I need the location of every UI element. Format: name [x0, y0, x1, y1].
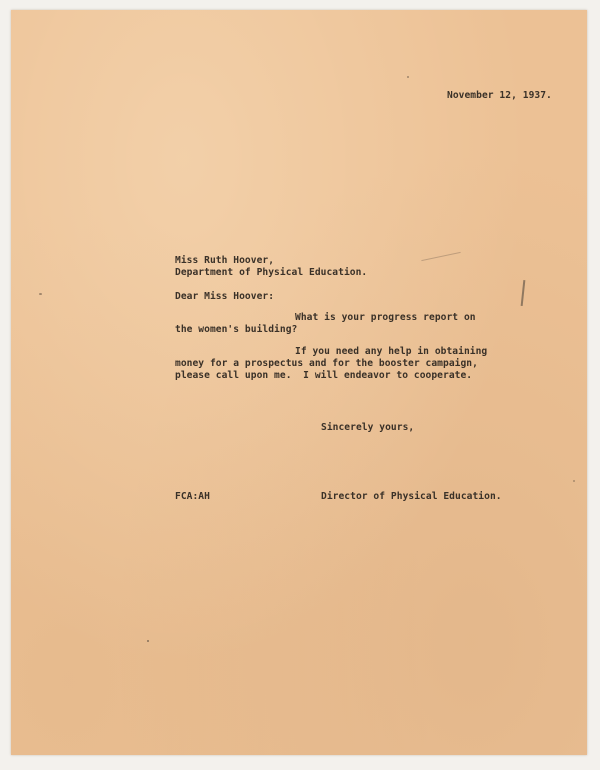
closing: Sincerely yours, — [321, 422, 415, 433]
paragraph-1-line-2: the women's building? — [175, 324, 298, 335]
paper-crease-mark — [521, 280, 525, 306]
paragraph-1-line-1: What is your progress report on — [295, 312, 476, 323]
ink-speck — [573, 480, 575, 482]
ink-speck — [39, 293, 42, 295]
salutation: Dear Miss Hoover: — [175, 291, 275, 302]
recipient-name: Miss Ruth Hoover, — [175, 255, 275, 266]
paragraph-2-line-2: money for a prospectus and for the booster campaign, — [175, 358, 478, 369]
recipient-department: Department of Physical Education. — [175, 267, 368, 278]
letter-page — [11, 10, 587, 755]
paragraph-2-line-1: If you need any help in obtaining — [295, 346, 488, 357]
letter-date: November 12, 1937. — [447, 90, 552, 101]
ink-speck — [407, 76, 409, 78]
ink-speck — [147, 640, 149, 642]
paper-scratch-mark — [421, 252, 460, 261]
reference-initials: FCA:AH — [175, 491, 210, 502]
signature-title: Director of Physical Education. — [321, 491, 502, 502]
paragraph-2-line-3: please call upon me. I will endeavor to cooperate. — [175, 370, 473, 381]
